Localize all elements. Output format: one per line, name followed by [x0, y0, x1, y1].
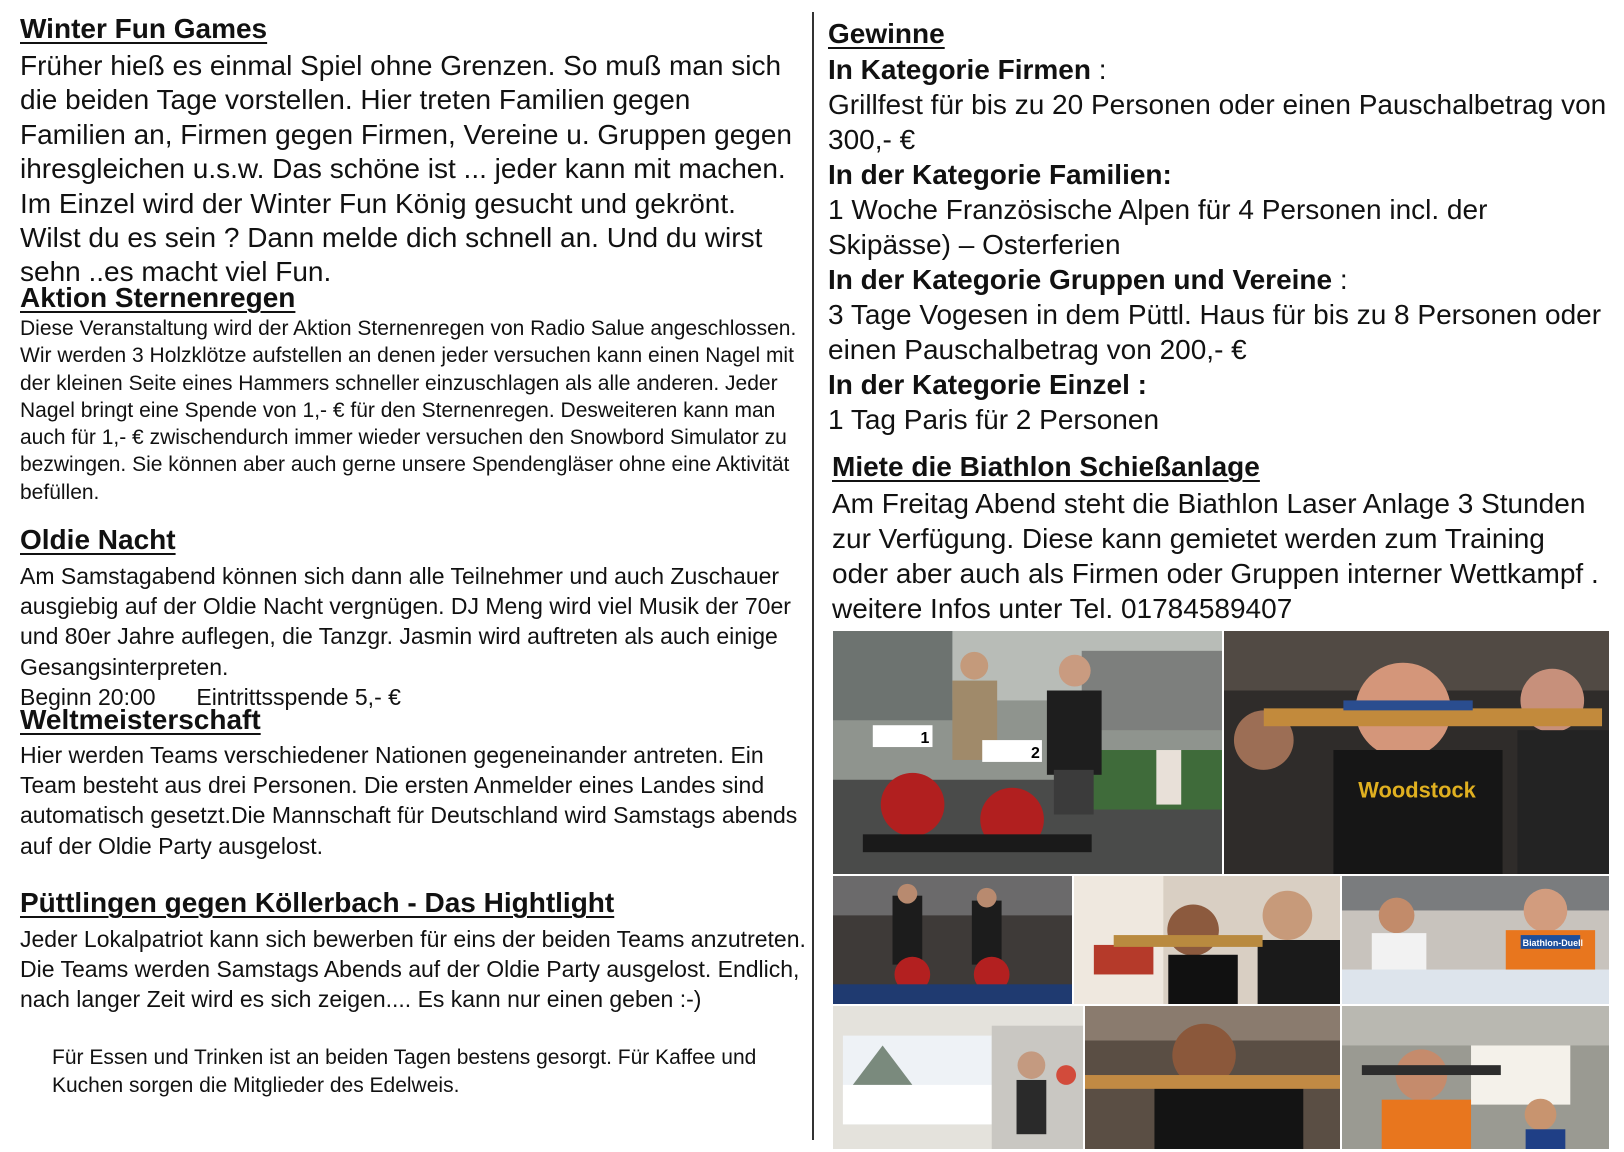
photo-indoor-machines [832, 875, 1073, 1005]
photo-biathlon-range [832, 1005, 1084, 1150]
photo-orange-shooter [1341, 1005, 1610, 1150]
prize-familien-text: 1 Woche Französische Alpen für 4 Personen incl. der Skipässe) – Osterferien [828, 194, 1488, 260]
begin-time: Beginn 20:00 [20, 684, 156, 710]
prize-gruppen-label: In der Kategorie Gruppen und Vereine [828, 264, 1333, 295]
weltmeisterschaft-text: Hier werden Teams verschiedener Nationen gegeneinander antreten. Ein Team besteht aus drei Personen. Die ersten Anmelder eines Landes sind automatisch gesetzt.Die Mannschaft für Deutschland wird Samstags abends auf der Oldie Party ausgelost. [20, 742, 798, 859]
gewinne-heading: Gewinne [828, 18, 945, 49]
photo-rifle-shooter [1223, 630, 1610, 875]
prize-familien-label: In der Kategorie Familien: [828, 159, 1172, 190]
photo-shooter-closeup [1084, 1005, 1341, 1150]
machine-number-1: 1 [920, 730, 930, 748]
shirt-print: Woodstock [1358, 777, 1476, 803]
sternenregen-heading: Aktion Sternenregen [20, 282, 296, 313]
prize-gruppen: In der Kategorie Gruppen und Vereine : [828, 264, 1348, 295]
column-divider [812, 12, 814, 1140]
prize-einzel-label: In der Kategorie Einzel : [828, 369, 1147, 400]
banner-text: Biathlon-Duell [1522, 937, 1584, 948]
prize-einzel-text: 1 Tag Paris für 2 Personen [828, 404, 1160, 435]
biathlon-heading: Miete die Biathlon Schießanlage [832, 451, 1260, 482]
weltmeisterschaft-heading: Weltmeisterschaft [20, 704, 261, 735]
photo-snowboard-machines [832, 630, 1223, 875]
photo-aiming-man [1073, 875, 1341, 1005]
oldie-nacht-text: Am Samstagabend können sich dann alle Teilnehmer und auch Zuschauer ausgiebig auf der Oldie Nacht vergnügen. DJ Meng wird viel Musik der 70er und 80er Jahre auflegen, die Tanzgr. Jasmin wird auftreten als auch einige Gesangsinterpreten. [20, 563, 791, 680]
prize-list [828, 52, 1618, 437]
duel-heading: Püttlingen gegen Köllerbach - Das Hightlight [20, 887, 615, 918]
sternenregen-text: Diese Veranstaltung wird der Aktion Sternenregen von Radio Salue angeschlossen. Wir werden 3 Holzklötze aufstellen an denen jeder versuchen kann einen Nagel mit der kleinen Seite eines Hammers schneller einzuschlagen als alle anderen. Jeder Nagel bringt eine Spende von 1,- € für den Sternenregen. Desweiteren kann man auch für 1,- € zwischendurch immer wieder versuchen den Snowbord Simulator zu bezwingen. Sie können aber auch gerne unsere Spendengläser ohne eine Aktivität befüllen. [20, 317, 797, 504]
photo-biathlon-duel [1341, 875, 1610, 1005]
winter-fun-heading: Winter Fun Games [20, 13, 268, 44]
food-note: Für Essen und Trinken ist an beiden Tagen bestens gesorgt. Für Kaffee und Kuchen sorgen die Mitglieder des Edelweis. [52, 1046, 757, 1097]
oldie-nacht-heading: Oldie Nacht [20, 524, 176, 555]
prize-gruppen-text: 3 Tage Vogesen in dem Püttl. Haus für bis zu 8 Personen oder einen Pauschalbetrag von 200,- € [828, 299, 1602, 365]
entry-fee: Eintrittsspende 5,- € [196, 684, 401, 710]
winter-fun-text: Früher hieß es einmal Spiel ohne Grenzen. So muß man sich die beiden Tage vorstellen. Hier treten Familien gegen Familien an, Firmen gegen Firmen, Vereine u. Gruppen gegen ihresgleichen u.s.w. Das schöne ist ... jeder kann mit machen. Im Einzel wird der Winter Fun König gesucht und gekrönt. Wilst du es sein ? Dann melde dich schnell an. Und du wirst sehn ..es macht viel Fun. [20, 50, 792, 288]
biathlon-text: Am Freitag Abend steht die Biathlon Laser Anlage 3 Stunden zur Verfügung. Diese kann gemietet werden zum Training oder aber auch als Firmen oder Gruppen interner Wettkampf . weitere Infos unter Tel. 01784589407 [832, 488, 1599, 624]
duel-text: Jeder Lokalpatriot kann sich bewerben für eins der beiden Teams anzutreten. Die Teams werden Samstags Abends auf der Oldie Party ausgelost. Endlich, nach langer Zeit wird es sich zeigen.... Es kann nur einen geben :-) [20, 926, 806, 1013]
prize-firmen: In Kategorie Firmen : [828, 54, 1107, 85]
prize-firmen-text: Grillfest für bis zu 20 Personen oder einen Pauschalbetrag von 300,- € [828, 89, 1607, 155]
machine-number-2: 2 [1030, 744, 1040, 762]
prize-firmen-label: In Kategorie Firmen [828, 54, 1091, 85]
